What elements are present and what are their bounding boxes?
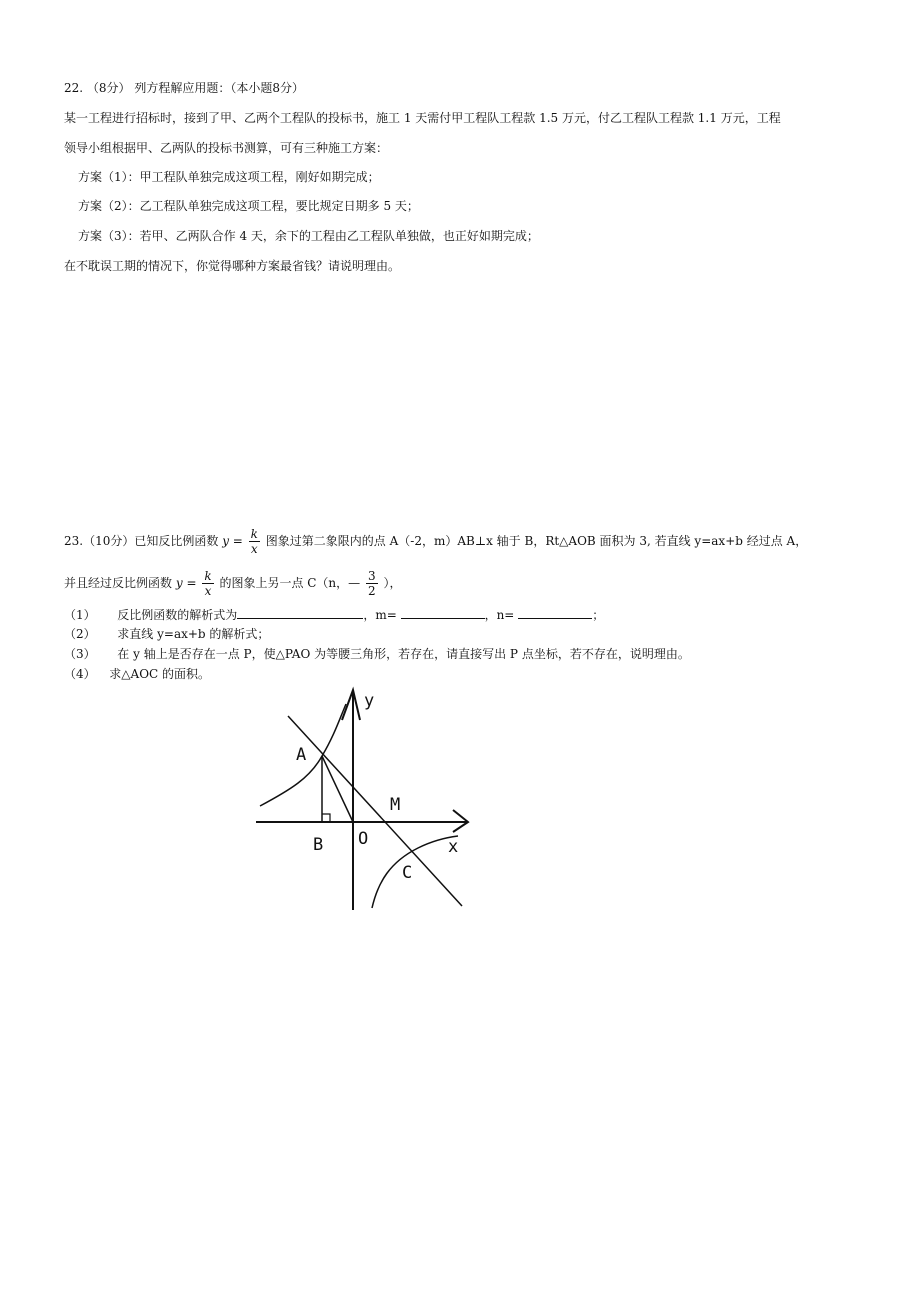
segment-ao <box>322 756 353 822</box>
q23-line1-rest: 图象过第二象限内的点 A（-2，m）AB⊥x 轴于 B，Rt△AOB 面积为 3, 若直线 y=ax+b 经过点 A， <box>265 534 808 548</box>
q23-sub1-m: ，m= <box>363 608 397 622</box>
answer-blank-m[interactable] <box>401 606 485 619</box>
q22-header: 22. （8分） 列方程解应用题：（本小题8分） <box>64 81 304 95</box>
q23-sub2 <box>64 626 269 642</box>
q23-prefix: 23.（10分）已知反比例函数 <box>64 534 219 548</box>
label-c: C <box>402 863 413 883</box>
q23-sub1-text: 反比例函数的解析式为 <box>117 608 238 622</box>
line-ac <box>288 716 462 906</box>
label-o: O <box>358 829 369 849</box>
q23-c-den: 2 <box>368 584 376 598</box>
q23-sub3 <box>64 646 690 662</box>
q23-sub4 <box>64 666 210 682</box>
label-a: A <box>296 745 307 765</box>
q22-plan-3: 方案（3）：若甲、乙两队合作 4 天，余下的工程由乙工程队单独做，也正好如期完成； <box>78 229 539 243</box>
q23-sub2-label: （2） <box>64 627 96 641</box>
answer-blank-function[interactable] <box>237 606 363 619</box>
q23-line2-formula-lhs: y = <box>175 576 197 590</box>
label-m: M <box>390 795 401 815</box>
q23-sub2-text: 求直线 y=ax+b 的解析式； <box>117 627 270 641</box>
answer-blank-n[interactable] <box>518 606 592 619</box>
q23-formula-den: x <box>250 542 258 556</box>
q22-text-line2: 领导小组根据甲、乙两队的投标书测算，可有三种施工方案： <box>64 141 389 155</box>
label-b: B <box>313 835 324 855</box>
y-axis-arrow <box>342 690 360 720</box>
q23-line2-end: ）， <box>383 576 402 590</box>
q23-line2-formula-den: x <box>204 584 212 598</box>
q23-line2-prefix: 并且经过反比例函数 <box>64 576 173 590</box>
label-x: x <box>448 837 459 857</box>
q23-c-num: 3 <box>368 569 376 583</box>
q23-c-fraction <box>366 569 378 598</box>
q23-line2-formula-fraction <box>202 569 213 598</box>
label-y: y <box>364 691 375 711</box>
q23-sub4-label: （4） <box>64 667 96 681</box>
q22-question: 在不耽误工期的情况下，你觉得哪种方案最省钱？请说明理由。 <box>64 259 401 273</box>
q23-sub4-text: 求△AOC 的面积。 <box>109 667 211 681</box>
q23-sub1-n: ，n= <box>484 608 515 622</box>
q23-line2 <box>64 568 401 598</box>
q23-formula-fraction <box>249 527 260 556</box>
q22-plan-1: 方案（1）：甲工程队单独完成这项工程，刚好如期完成； <box>78 170 380 184</box>
q23-line2-mid: 的图象上另一点 C（n，— <box>219 576 361 590</box>
hyperbola-branch-lower <box>372 836 458 908</box>
q22-plan-2: 方案（2）：乙工程队单独完成这项工程，要比规定日期多 5 天； <box>78 199 419 213</box>
q23-sub3-text: 在 y 轴上是否存在一点 P，使△PAO 为等腰三角形，若存在，请直接写出 P 点坐标，若不存在，说明理由。 <box>117 647 690 661</box>
q23-formula-lhs: y = <box>222 534 243 548</box>
q23-formula-num: k <box>250 527 258 541</box>
q23-line2-formula-num: k <box>204 569 212 583</box>
q23-sub1-label: （1） <box>64 608 96 622</box>
q22-text-line1: 某一工程进行招标时，接到了甲、乙两个工程队的投标书，施工 1 天需付甲工程队工程款 1.5 万元，付乙工程队工程款 1.1 万元，工程 <box>64 111 781 125</box>
q23-line1 <box>64 526 807 556</box>
coordinate-figure <box>250 686 480 916</box>
right-angle-mark <box>322 814 330 822</box>
q23-sub1-end: ； <box>592 608 605 622</box>
q23-sub1 <box>64 606 604 623</box>
q23-sub3-label: （3） <box>64 647 96 661</box>
